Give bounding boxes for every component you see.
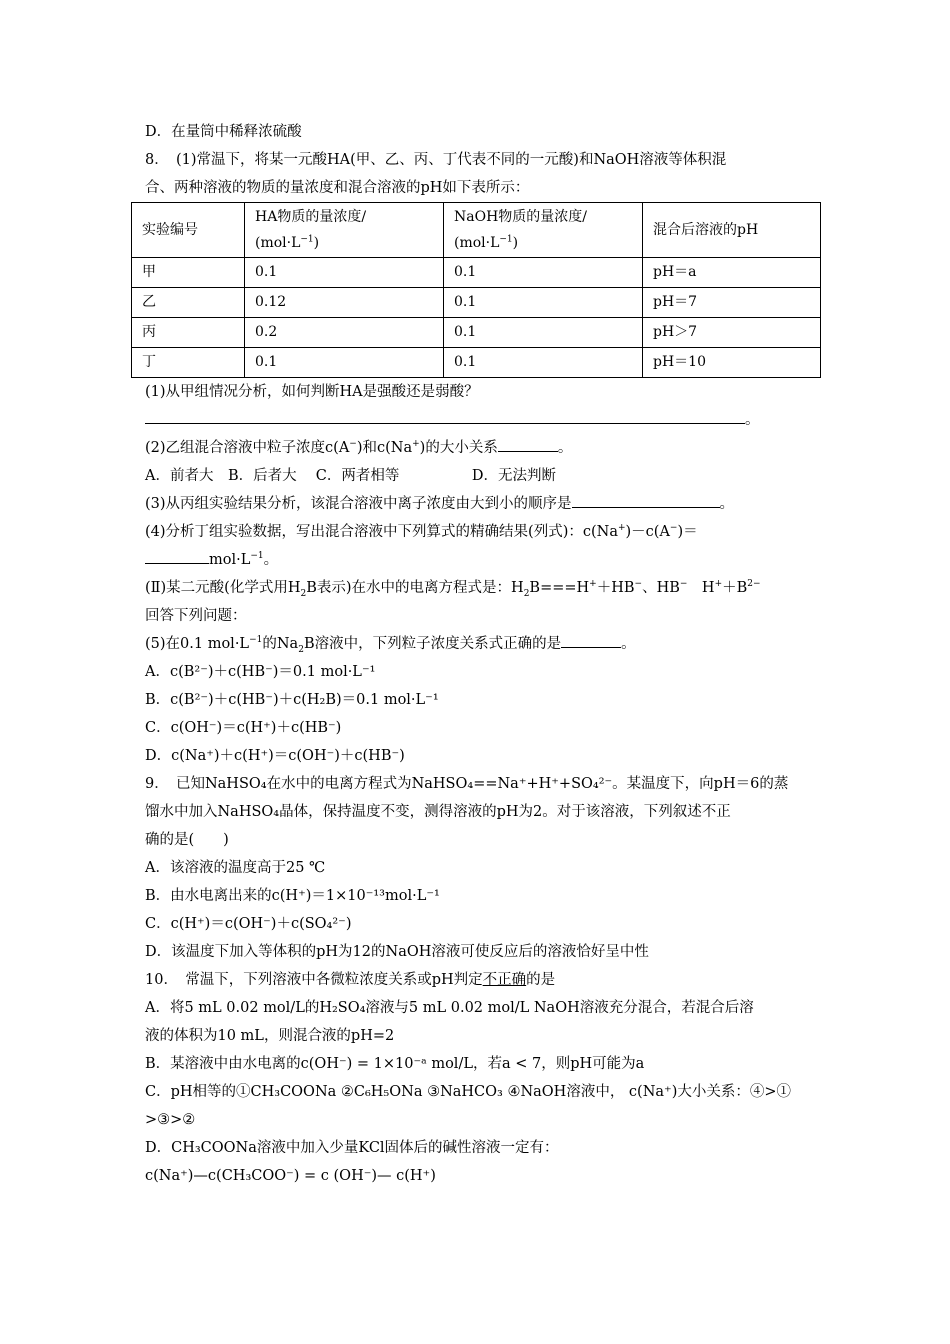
answer-blank [561, 633, 621, 648]
q8-sub3: (3)从丙组实验结果分析，该混合溶液中离子浓度由大到小的顺序是 。 [145, 490, 825, 518]
q8-sub4-line2: $mol\cdot L^{-1}$。 [145, 546, 825, 574]
answer-blank [572, 493, 720, 508]
q8-sub2: (2)乙组混合溶液中粒子浓度c(A−)和c(Na+)的大小关系 。 [145, 434, 825, 462]
table-row: 乙 0.12 0.1 pH＝7 [132, 288, 821, 318]
experiment-table [131, 202, 821, 378]
answer-blank [145, 409, 745, 424]
q9-option-a: A．该溶液的温度高于25 ℃ [145, 860, 326, 876]
table-row: 甲 0.1 0.1 pH＝a [132, 258, 821, 288]
q8-sub1-answer-line: 。 [145, 406, 825, 434]
q10-option-a-line2: 液的体积为10 mL，则混合液的pH=2 [145, 1028, 395, 1044]
q9-option-b: B．由水电离出来的c(H⁺)＝1×10⁻¹³mol·L⁻¹ [145, 888, 440, 904]
q8-sub5: (5)在0.1 $mol\cdot L^{-1}$的$Na_2B$溶液中，下列粒子浓度关系式正确的是 。 [145, 630, 825, 658]
q10-stem: 10． 常温下，下列溶液中各微粒浓度关系或pH判定不正确的是 [145, 972, 556, 988]
q8-sub5-option-d: D．c(Na⁺)＋c(H⁺)＝c(OH⁻)＋c(HB⁻) [145, 748, 405, 764]
q8-part2-intro: (Ⅱ)某二元酸(化学式用$H_2B$表示)在水中的电离方程式是：$H_2B===H^++HB^-$、HB− $H^++B^{2-}$ [145, 579, 761, 599]
q9-option-c: C．c(H⁺)＝c(OH⁻)＋c(SO₄²⁻) [145, 916, 352, 932]
table-header-ha: HA物质的量浓度/ $(mol\cdot L^{-1})$ [245, 203, 444, 258]
q10-option-c-line1: C．pH相等的①CH₃COONa ②C₆H₅ONa ③NaHCO₃ ④NaOH溶液中， c(Na⁺)大小关系：④>① [145, 1084, 791, 1100]
answer-blank [145, 549, 209, 564]
q10-option-c-line2: >③>② [145, 1112, 196, 1128]
q9-line1: 9． 已知NaHSO₄在水中的电离方程式为NaHSO₄==Na⁺+H⁺+SO₄²⁻。某温度下，向pH＝6的蒸 [145, 776, 789, 792]
q9-line3: 确的是( ) [145, 832, 229, 848]
answer-blank [498, 437, 558, 452]
q10-option-d-line2: c(Na⁺)—c(CH₃COO⁻) = c (OH⁻)— c(H⁺) [145, 1168, 436, 1184]
q8-sub5-option-b: B．c(B²⁻)＋c(HB⁻)＋c(H₂B)＝0.1 mol·L⁻¹ [145, 692, 439, 708]
q8-sub4-line1: (4)分析丁组实验数据，写出混合溶液中下列算式的精确结果(列式)：c(Na+)－c(A−)＝ [145, 523, 698, 540]
q10-option-a-line1: A．将5 mL 0.02 mol/L的H₂SO₄溶液与5 mL 0.02 mol/L NaOH溶液充分混合，若混合后溶 [145, 1000, 754, 1016]
q9-option-d: D．该温度下加入等体积的pH为12的NaOH溶液可使反应后的溶液恰好呈中性 [145, 944, 649, 960]
table-row: 丙 0.2 0.1 pH＞7 [132, 318, 821, 348]
table-header-id: 实验编号 [132, 203, 245, 258]
table-header-ph: 混合后溶液的pH [643, 203, 821, 258]
table-row: 丁 0.1 0.1 pH＝10 [132, 348, 821, 378]
q8-sub2-options: A．前者大 B．后者大 C．两者相等 D．无法判断 [145, 468, 556, 484]
q8-sub5-option-a: A．c(B²⁻)＋c(HB⁻)＝0.1 mol·L⁻¹ [145, 664, 376, 680]
q8-part2-prompt: 回答下列问题： [145, 608, 247, 624]
q8-intro-line1: 8． (1)常温下，将某一元酸HA(甲、乙、丙、丁代表不同的一元酸)和NaOH溶液等体积混 [145, 152, 727, 168]
document-page [142, 118, 825, 1190]
q8-intro-line2: 合、两种溶液的物质的量浓度和混合溶液的pH如下表所示： [145, 180, 530, 196]
q7-option-d: D．在量筒中稀释浓硫酸 [145, 124, 302, 140]
q8-sub1: (1)从甲组情况分析，如何判断HA是强酸还是弱酸？ [145, 384, 479, 400]
q10-option-d-line1: D．CH₃COONa溶液中加入少量KCl固体后的碱性溶液一定有： [145, 1140, 559, 1156]
q9-line2: 馏水中加入NaHSO₄晶体，保持温度不变，测得溶液的pH为2。对于该溶液，下列叙述不正 [145, 804, 731, 820]
table-header-naoh: NaOH物质的量浓度/ $(mol\cdot L^{-1})$ [444, 203, 643, 258]
q10-option-b: B．某溶液中由水电离的c(OH⁻) = 1×10⁻ᵃ mol/L，若a < 7，则pH可能为a [145, 1056, 645, 1072]
q8-sub5-option-c: C．c(OH⁻)＝c(H⁺)＋c(HB⁻) [145, 720, 342, 736]
